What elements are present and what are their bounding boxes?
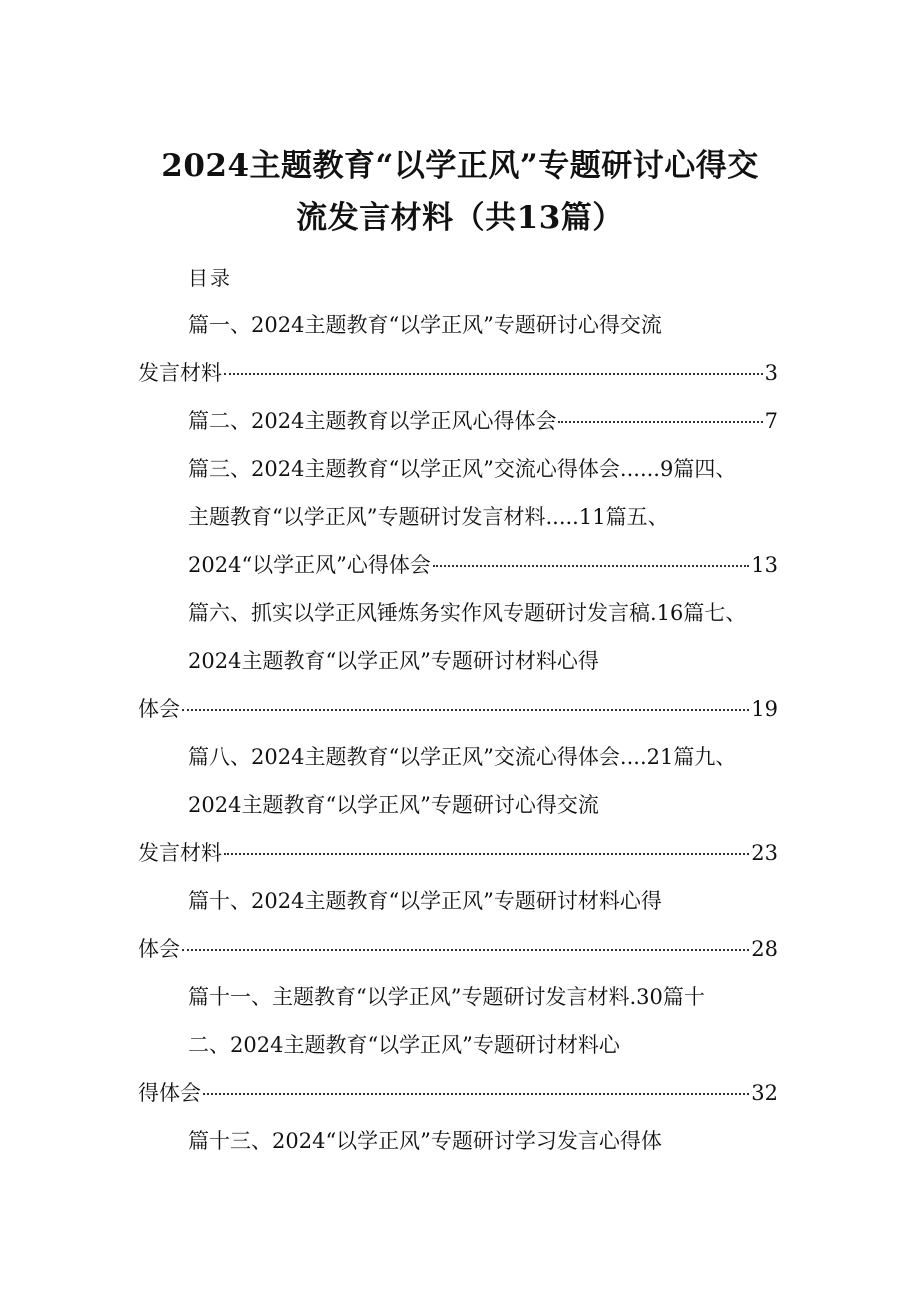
toc-line[interactable] — [188, 647, 599, 675]
toc-entry-text: 2024“以学正风”心得体会 — [188, 553, 431, 577]
document-title-line-2: 流发言材料（共13篇） — [296, 200, 624, 236]
toc-line[interactable] — [188, 1031, 620, 1059]
toc-line[interactable] — [138, 695, 778, 723]
toc-line[interactable] — [188, 407, 778, 435]
dot-leader — [182, 709, 749, 711]
toc-page-number: 13 — [751, 553, 778, 577]
toc-page-number: 32 — [751, 1081, 778, 1105]
toc-entry-text: 篇六、抓实以学正风锤炼务实作风专题研讨发言稿.16篇七、 — [188, 601, 747, 625]
toc-line[interactable] — [188, 455, 736, 483]
dot-leader — [182, 949, 749, 951]
toc-page-number: 23 — [751, 841, 778, 865]
dot-leader — [224, 373, 763, 375]
toc-line[interactable] — [188, 743, 736, 771]
toc-entry-text: 得体会 — [138, 1081, 201, 1105]
dot-leader — [433, 565, 749, 567]
toc-entry-text: 篇十一、主题教育“以学正风”专题研讨发言材料.30篇十 — [188, 985, 705, 1009]
toc-heading: 目录 — [188, 266, 232, 290]
toc-page-number: 7 — [764, 409, 778, 433]
toc-line[interactable] — [188, 551, 778, 579]
toc-entry-text: 体会 — [138, 697, 180, 721]
toc-page-number: 28 — [751, 937, 778, 961]
toc-line[interactable] — [138, 359, 778, 387]
toc-line[interactable] — [138, 839, 778, 867]
toc-entry-text: 发言材料 — [138, 841, 222, 865]
toc-line[interactable] — [188, 1127, 662, 1155]
toc-line[interactable] — [188, 311, 662, 339]
toc-entry-text: 篇十三、2024“以学正风”专题研讨学习发言心得体 — [188, 1129, 662, 1153]
toc-entry-text: 篇八、2024主题教育“以学正风”交流心得体会....21篇九、 — [188, 745, 737, 769]
dot-leader — [203, 1093, 749, 1095]
document-title-line-1: 2024主题教育“以学正风”专题研讨心得交 — [161, 148, 759, 184]
toc-entry-text: 主题教育“以学正风”专题研讨发言材料.....11篇五、 — [188, 505, 669, 529]
toc-entry-text: 体会 — [138, 937, 180, 961]
toc-entry-text: 篇一、2024主题教育“以学正风”专题研讨心得交流 — [188, 313, 662, 337]
toc-line[interactable] — [188, 791, 599, 819]
toc-line[interactable] — [188, 503, 669, 531]
dot-leader — [558, 421, 762, 423]
toc-entry-text: 篇三、2024主题教育“以学正风”交流心得体会......9篇四、 — [188, 457, 737, 481]
dot-leader — [224, 853, 749, 855]
toc-page-number: 19 — [751, 697, 778, 721]
toc-entry-text: 发言材料 — [138, 361, 222, 385]
toc-entry-text: 二、2024主题教育“以学正风”专题研讨材料心 — [188, 1033, 620, 1057]
toc-page-number: 3 — [764, 361, 778, 385]
toc-entry-text: 篇二、2024主题教育以学正风心得体会 — [188, 409, 557, 433]
toc-line[interactable] — [138, 1079, 778, 1107]
toc-line[interactable] — [188, 599, 746, 627]
toc-entry-text: 篇十、2024主题教育“以学正风”专题研讨材料心得 — [188, 889, 662, 913]
toc-line[interactable] — [188, 983, 705, 1011]
toc-line[interactable] — [138, 935, 778, 963]
toc-entry-text: 2024主题教育“以学正风”专题研讨材料心得 — [188, 649, 599, 673]
toc-line[interactable] — [188, 887, 662, 915]
toc-entry-text: 2024主题教育“以学正风”专题研讨心得交流 — [188, 793, 599, 817]
